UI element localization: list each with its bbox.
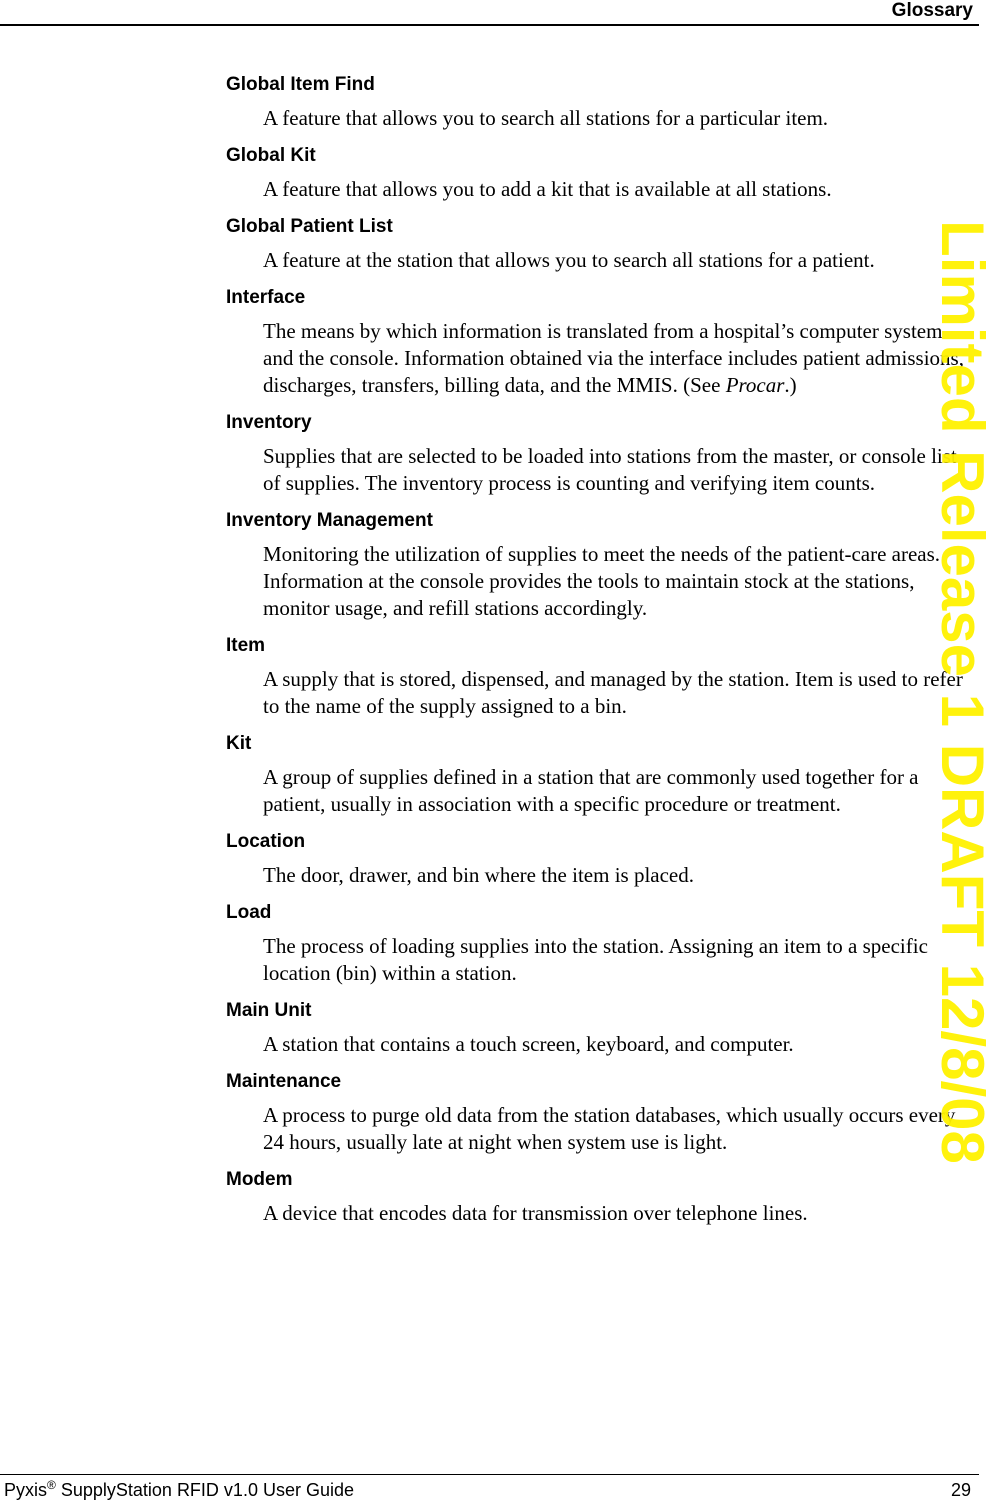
glossary-definition: Monitoring the utilization of supplies to meet the needs of the patient-care areas. Information at the console provides the tools to maintain stock at the stations, monitor usage, and refill stations accordingly. xyxy=(263,542,941,620)
glossary-definition: A group of supplies defined in a station that are commonly used together for a patient, usually in association with a specific procedure or treatment. xyxy=(263,765,919,816)
cross-reference: Procar xyxy=(725,373,785,397)
glossary-definition: Supplies that are selected to be loaded into stations from the master, or console list of supplies. The inventory process is counting and verifying item counts. xyxy=(263,444,957,495)
glossary-definition: A feature that allows you to add a kit that is available at all stations. xyxy=(263,177,832,201)
glossary-entry xyxy=(226,73,976,132)
glossary-term: Global Kit xyxy=(226,145,316,166)
glossary-term: Maintenance xyxy=(226,1071,342,1092)
glossary-definition: The process of loading supplies into the station. Assigning an item to a specific location (bin) within a station. xyxy=(263,934,928,985)
page-number: 29 xyxy=(950,1480,971,1500)
definition-text-end: .) xyxy=(784,373,797,397)
glossary-entry xyxy=(226,411,976,497)
glossary-entry xyxy=(226,144,976,203)
glossary-entry xyxy=(226,901,976,987)
glossary-term: Modem xyxy=(226,1169,293,1190)
glossary-entry xyxy=(226,999,976,1058)
glossary-term: Main Unit xyxy=(226,1000,312,1021)
footer-product-name xyxy=(4,1479,354,1501)
product-suffix: SupplyStation RFID v1.0 User Guide xyxy=(55,1480,354,1500)
glossary-term: Global Item Find xyxy=(226,74,375,95)
glossary-term: Interface xyxy=(226,287,306,308)
glossary-list xyxy=(226,73,976,1227)
glossary-term: Load xyxy=(226,902,272,923)
section-title: Glossary xyxy=(891,0,973,21)
glossary-term: Global Patient List xyxy=(226,216,393,237)
glossary-definition: A station that contains a touch screen, keyboard, and computer. xyxy=(263,1032,794,1056)
glossary-definition: A device that encodes data for transmission over telephone lines. xyxy=(263,1201,808,1225)
glossary-term: Location xyxy=(226,831,306,852)
glossary-entry xyxy=(226,634,976,720)
definition-text: The means by which information is translated from a hospital’s computer system and the console. Information obtained via the interface includes patient admissions, discharges, transfers, billing data, and the MMIS. (See xyxy=(263,319,964,397)
glossary-entry xyxy=(226,1070,976,1156)
glossary-entry xyxy=(226,286,976,399)
glossary-definition: A process to purge old data from the station databases, which usually occurs every 24 hours, usually late at night when system use is light. xyxy=(263,1103,956,1154)
glossary-definition: A supply that is stored, dispensed, and managed by the station. Item is used to refer to the name of the supply assigned to a bin. xyxy=(263,667,963,718)
glossary-entry xyxy=(226,830,976,889)
registered-mark: ® xyxy=(47,1478,56,1492)
glossary-term: Inventory xyxy=(226,412,312,433)
glossary-definition: A feature at the station that allows you to search all stations for a patient. xyxy=(263,248,875,272)
glossary-term: Kit xyxy=(226,733,252,754)
glossary-definition xyxy=(263,318,975,399)
glossary-entry xyxy=(226,1168,976,1227)
header-divider xyxy=(0,24,979,26)
glossary-entry xyxy=(226,732,976,818)
glossary-term: Inventory Management xyxy=(226,510,433,531)
glossary-term: Item xyxy=(226,635,266,656)
product-prefix: Pyxis xyxy=(4,1480,48,1500)
draft-watermark: Limited Release 1 DRAFT 12/8/08 xyxy=(929,220,996,1164)
glossary-entry xyxy=(226,509,976,622)
glossary-entry xyxy=(226,215,976,274)
footer-divider xyxy=(0,1474,979,1475)
glossary-definition: The door, drawer, and bin where the item is placed. xyxy=(263,863,694,887)
glossary-definition: A feature that allows you to search all stations for a particular item. xyxy=(263,106,829,130)
